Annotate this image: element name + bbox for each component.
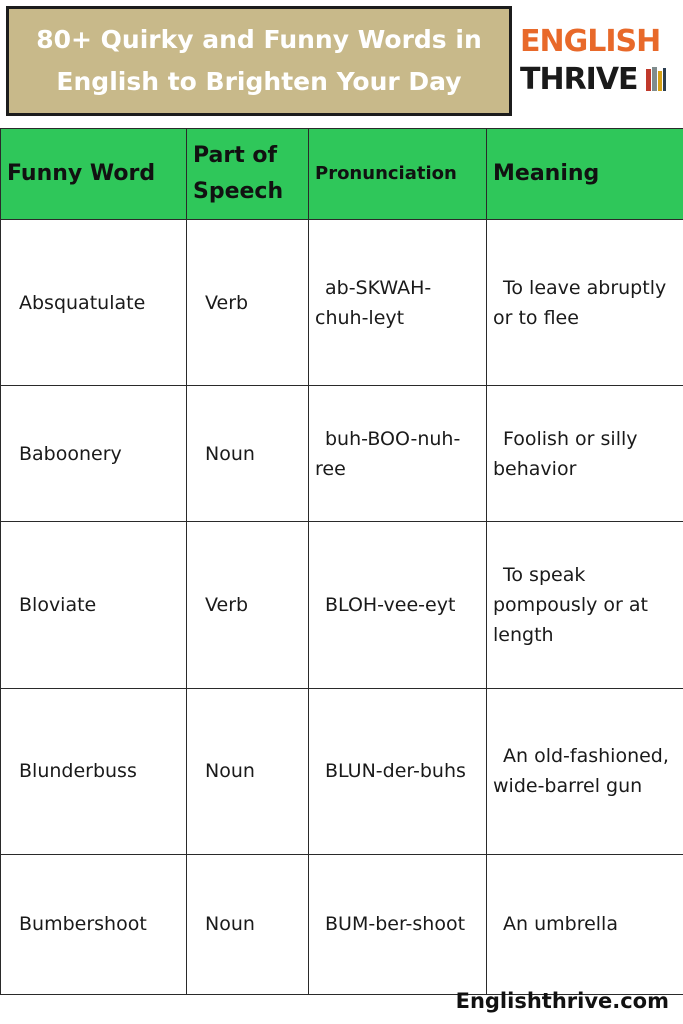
cell-part-of-speech: Noun xyxy=(187,854,309,994)
cell-word: Absquatulate xyxy=(1,220,187,386)
logo-text-english: ENGLISH xyxy=(520,24,661,59)
meaning-text: To speak pompously or at length xyxy=(493,563,648,646)
cell-word: Baboonery xyxy=(1,386,187,522)
column-header-meaning: Meaning xyxy=(487,129,683,220)
cell-part-of-speech: Noun xyxy=(187,688,309,854)
cell-meaning xyxy=(487,688,683,854)
cell-pronunciation xyxy=(309,522,487,688)
cell-word: Blunderbuss xyxy=(1,688,187,854)
cell-meaning xyxy=(487,386,683,522)
cell-meaning xyxy=(487,854,683,994)
column-header-word: Funny Word xyxy=(1,129,187,220)
table-row xyxy=(1,688,683,854)
page-title-line-1: 80+ Quirky and Funny Words in xyxy=(36,25,482,54)
cell-pronunciation xyxy=(309,688,487,854)
cell-pronunciation xyxy=(309,220,487,386)
funny-words-table xyxy=(0,128,683,995)
table-row xyxy=(1,854,683,994)
title-banner xyxy=(6,6,512,116)
meaning-text: An umbrella xyxy=(503,913,618,936)
cell-meaning xyxy=(487,522,683,688)
column-header-part-of-speech: Part of Speech xyxy=(187,129,309,220)
pronunciation-text: ab-SKWAH-chuh-leyt xyxy=(315,276,432,329)
meaning-text: An old-fashioned, wide-barrel gun xyxy=(493,745,669,798)
pronunciation-text: BLOH-vee-eyt xyxy=(325,593,456,616)
pronunciation-text: BLUN-der-buhs xyxy=(325,760,466,783)
cell-pronunciation xyxy=(309,386,487,522)
cell-part-of-speech: Verb xyxy=(187,220,309,386)
table-row xyxy=(1,522,683,688)
cell-part-of-speech: Verb xyxy=(187,522,309,688)
logo-text-thrive: THRIVE xyxy=(520,62,638,97)
column-header-pronunciation: Pronunciation xyxy=(309,129,487,220)
cell-pronunciation xyxy=(309,854,487,994)
table-row xyxy=(1,386,683,522)
pronunciation-text: BUM-ber-shoot xyxy=(325,913,466,936)
cell-word: Bloviate xyxy=(1,522,187,688)
page-title-line-2: English to Brighten Your Day xyxy=(56,67,462,96)
footer-site-link[interactable]: Englishthrive.com xyxy=(455,989,669,1013)
cell-word: Bumbershoot xyxy=(1,854,187,994)
cell-part-of-speech: Noun xyxy=(187,386,309,522)
table-header-row xyxy=(1,129,683,220)
table-row xyxy=(1,220,683,386)
cell-meaning xyxy=(487,220,683,386)
meaning-text: To leave abruptly or to flee xyxy=(493,276,667,329)
book-stack-icon xyxy=(645,66,667,92)
brand-logo xyxy=(520,22,680,102)
pronunciation-text: buh-BOO-nuh-ree xyxy=(315,427,461,480)
meaning-text: Foolish or silly behavior xyxy=(493,427,638,480)
